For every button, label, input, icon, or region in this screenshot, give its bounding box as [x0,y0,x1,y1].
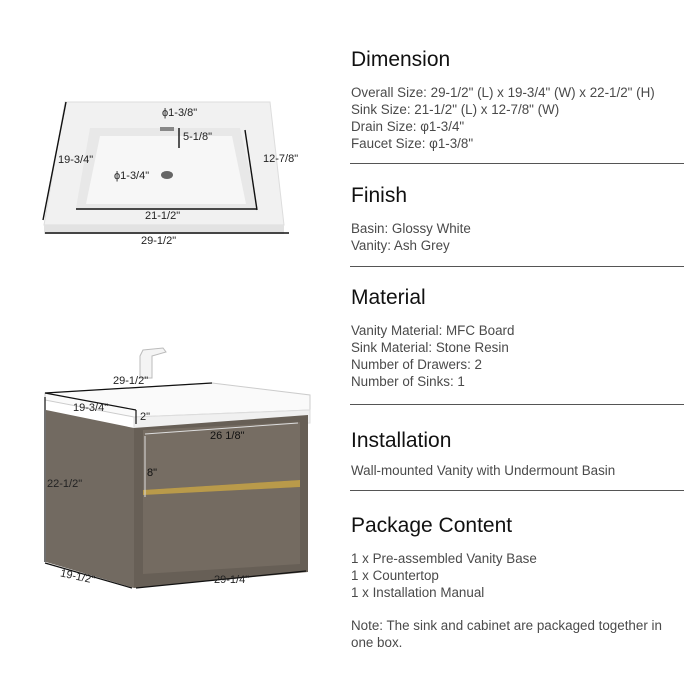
sink-width-label: 12-7/8" [263,153,299,165]
top-thickness-label: 2" [140,411,151,423]
divider [350,266,684,267]
height-label: 22-1/2" [47,478,83,490]
note-line: one box. [351,635,403,650]
faucet-offset-label: 5-1/8" [183,131,212,143]
package-item: 1 x Installation Manual [351,585,485,600]
package-note [351,617,662,651]
vanity-finish: Vanity: Ash Grey [351,238,450,253]
divider [350,404,684,405]
basin-finish: Basin: Glossy White [351,221,471,236]
base-length-label: 29-1/4" [214,574,250,586]
divider [350,490,684,491]
material-heading: Material [351,286,426,309]
package-list [351,550,537,601]
vanity-material: Vanity Material: MFC Board [351,323,515,338]
finish-heading: Finish [351,184,408,207]
sink-length-label: 21-1/2" [145,210,181,222]
note-line: Note: The sink and cabinet are packaged together in [351,618,662,633]
package-item: 1 x Countertop [351,568,439,583]
package-item: 1 x Pre-assembled Vanity Base [351,551,537,566]
drawer-height-label: 8" [147,467,158,479]
basin-depth-label: 19-3/4" [58,154,94,166]
sink-count: Number of Sinks: 1 [351,374,465,389]
vanity-diagram [0,0,320,600]
installation-list [351,462,615,479]
drawer-width-label: 26 1/8" [210,430,245,442]
material-list [351,322,514,390]
overall-length-label: 29-1/2" [141,235,177,247]
finish-list [351,220,471,254]
package-heading: Package Content [351,514,513,537]
sink-size: Sink Size: 21-1/2" (L) x 12-7/8" (W) [351,102,560,117]
dimension-heading: Dimension [351,48,451,71]
base-depth-label: 19-1/2" [59,567,96,587]
installation-heading: Installation [351,429,452,452]
dimension-list [351,84,655,152]
drain-size: Drain Size: φ1-3/4" [351,119,465,134]
drawer-count: Number of Drawers: 2 [351,357,482,372]
top-length-label: 29-1/2" [113,375,149,387]
faucet-size: Faucet Size: φ1-3/8" [351,136,474,151]
overall-size: Overall Size: 29-1/2" (L) x 19-3/4" (W) x 22-1/2" (H) [351,85,655,100]
faucet-hole-label: ϕ1-3/8" [162,107,198,119]
sink-material: Sink Material: Stone Resin [351,340,509,355]
top-depth-label: 19-3/4" [73,402,109,414]
drain-label: ϕ1-3/4" [114,170,150,182]
installation-type: Wall-mounted Vanity with Undermount Basin [351,463,616,478]
divider [350,163,684,164]
